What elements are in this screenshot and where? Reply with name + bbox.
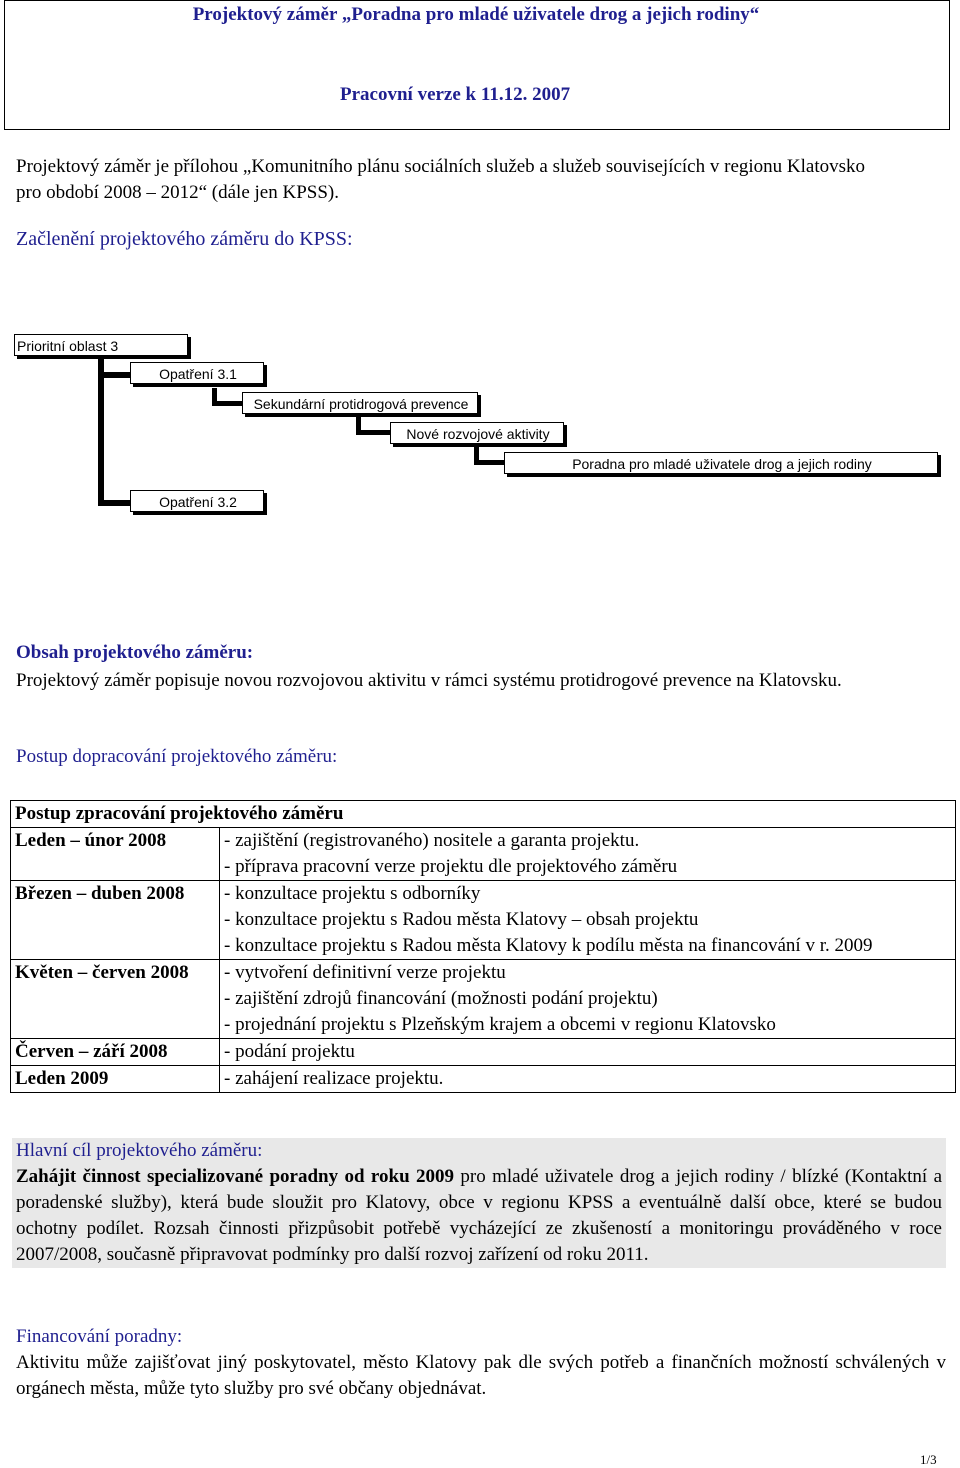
table-row xyxy=(11,801,956,828)
tree-connector xyxy=(98,372,130,378)
tasks-cell xyxy=(220,1039,956,1066)
tree-node-priority-area: Prioritní oblast 3 xyxy=(14,334,188,356)
tree-node-secondary-prevention: Sekundární protidrogová prevence xyxy=(242,392,478,414)
tree-node-measure-3-2: Opatření 3.2 xyxy=(130,490,264,512)
tasks-cell xyxy=(220,828,956,881)
tree-connector xyxy=(356,430,390,435)
task-item: - zajištění zdrojů financování (možnosti podání projektu) xyxy=(224,988,658,1009)
tasks-cell xyxy=(220,1066,956,1093)
table-row xyxy=(11,1039,956,1066)
tree-node-measure-3-1: Opatření 3.1 xyxy=(130,362,264,384)
version-label: Pracovní verze k 11.12. 2007 xyxy=(340,84,571,105)
tasks-cell xyxy=(220,960,956,1039)
period-cell: Červen – září 2008 xyxy=(11,1039,220,1066)
tree-node-counseling-center: Poradna pro mladé uživatele drog a jejich rodiny xyxy=(504,452,938,474)
task-item: - podání projektu xyxy=(224,1041,355,1062)
table-row xyxy=(11,1066,956,1093)
goal-section xyxy=(12,1138,946,1268)
task-item: - konzultace projektu s odborníky xyxy=(224,883,481,904)
table-row xyxy=(11,828,956,881)
intro-line-1: Projektový záměr je přílohou „Komunitního plánu sociálních služeb a služeb souvisejících v regionu Klatovsko xyxy=(16,156,866,177)
financing-text: Aktivitu může zajišťovat jiný poskytovatel, město Klatovy pak dle svých potřeb a finančních možností schválených v orgánech města, může tyto služby pro své občany objednávat. xyxy=(16,1352,946,1399)
tree-connector xyxy=(98,356,104,506)
table-title: Postup zpracování projektového záměru xyxy=(11,801,956,828)
task-item: - příprava pracovní verze projektu dle projektového záměru xyxy=(224,856,678,877)
tree-connector xyxy=(98,500,130,506)
plan-table xyxy=(10,800,956,1093)
tasks-cell xyxy=(220,881,956,960)
document-title: Projektový záměr „Poradna pro mladé uživatele drog a jejich rodiny“ xyxy=(192,4,760,25)
task-item: - konzultace projektu s Radou města Klatovy k podílu města na financování v r. 2009 xyxy=(224,935,873,956)
content-heading: Obsah projektového záměru: xyxy=(16,642,254,663)
table-row xyxy=(11,881,956,960)
goal-heading: Hlavní cíl projektového záměru: xyxy=(16,1140,263,1161)
goal-bold-text: Zahájit činnost specializované poradny od roku 2009 xyxy=(16,1166,455,1187)
table-row xyxy=(11,960,956,1039)
goal-text xyxy=(12,1164,946,1268)
kpss-heading: Začlenění projektového záměru do KPSS: xyxy=(16,228,353,250)
content-text: Projektový záměr popisuje novou rozvojovou aktivitu v rámci systému protidrogové prevence na Klatovsku. xyxy=(16,670,842,691)
plan-heading: Postup dopracování projektového záměru: xyxy=(16,746,338,767)
task-item: - konzultace projektu s Radou města Klatovy – obsah projektu xyxy=(224,909,699,930)
goal-body-text: pro mladé uživatele drog a jejich rodiny / blízké (Kontaktní a poradenské služby), která bude sloužit pro Klatovy, obce v regionu KPSS a eventuálně další obce, které se budou ochotny podílet. Rozsah činnosti přizpůsobit potřebě vycházející ze zkušeností a monitoringu prováděného v roce 2007/2008, současně připravovat podmínky pro další rozvoj zařízení od roku 2011. xyxy=(16,1166,943,1265)
tree-connector xyxy=(474,460,504,465)
period-cell: Leden 2009 xyxy=(11,1066,220,1093)
task-item: - vytvoření definitivní verze projektu xyxy=(224,962,506,983)
page-number: 1/3 xyxy=(920,1452,937,1467)
tree-node-new-activities: Nové rozvojové aktivity xyxy=(390,422,564,444)
period-cell: Květen – červen 2008 xyxy=(11,960,220,1039)
period-cell: Leden – únor 2008 xyxy=(11,828,220,881)
financing-heading: Financování poradny: xyxy=(16,1326,183,1347)
tree-connector xyxy=(212,401,242,406)
task-item: - zahájení realizace projektu. xyxy=(224,1068,444,1089)
task-item: - zajištění (registrovaného) nositele a garanta projektu. xyxy=(224,830,640,851)
period-cell: Březen – duben 2008 xyxy=(11,881,220,960)
intro-line-2: pro období 2008 – 2012“ (dále jen KPSS). xyxy=(16,182,339,203)
task-item: - projednání projektu s Plzeňským krajem a obcemi v regionu Klatovsko xyxy=(224,1014,776,1035)
